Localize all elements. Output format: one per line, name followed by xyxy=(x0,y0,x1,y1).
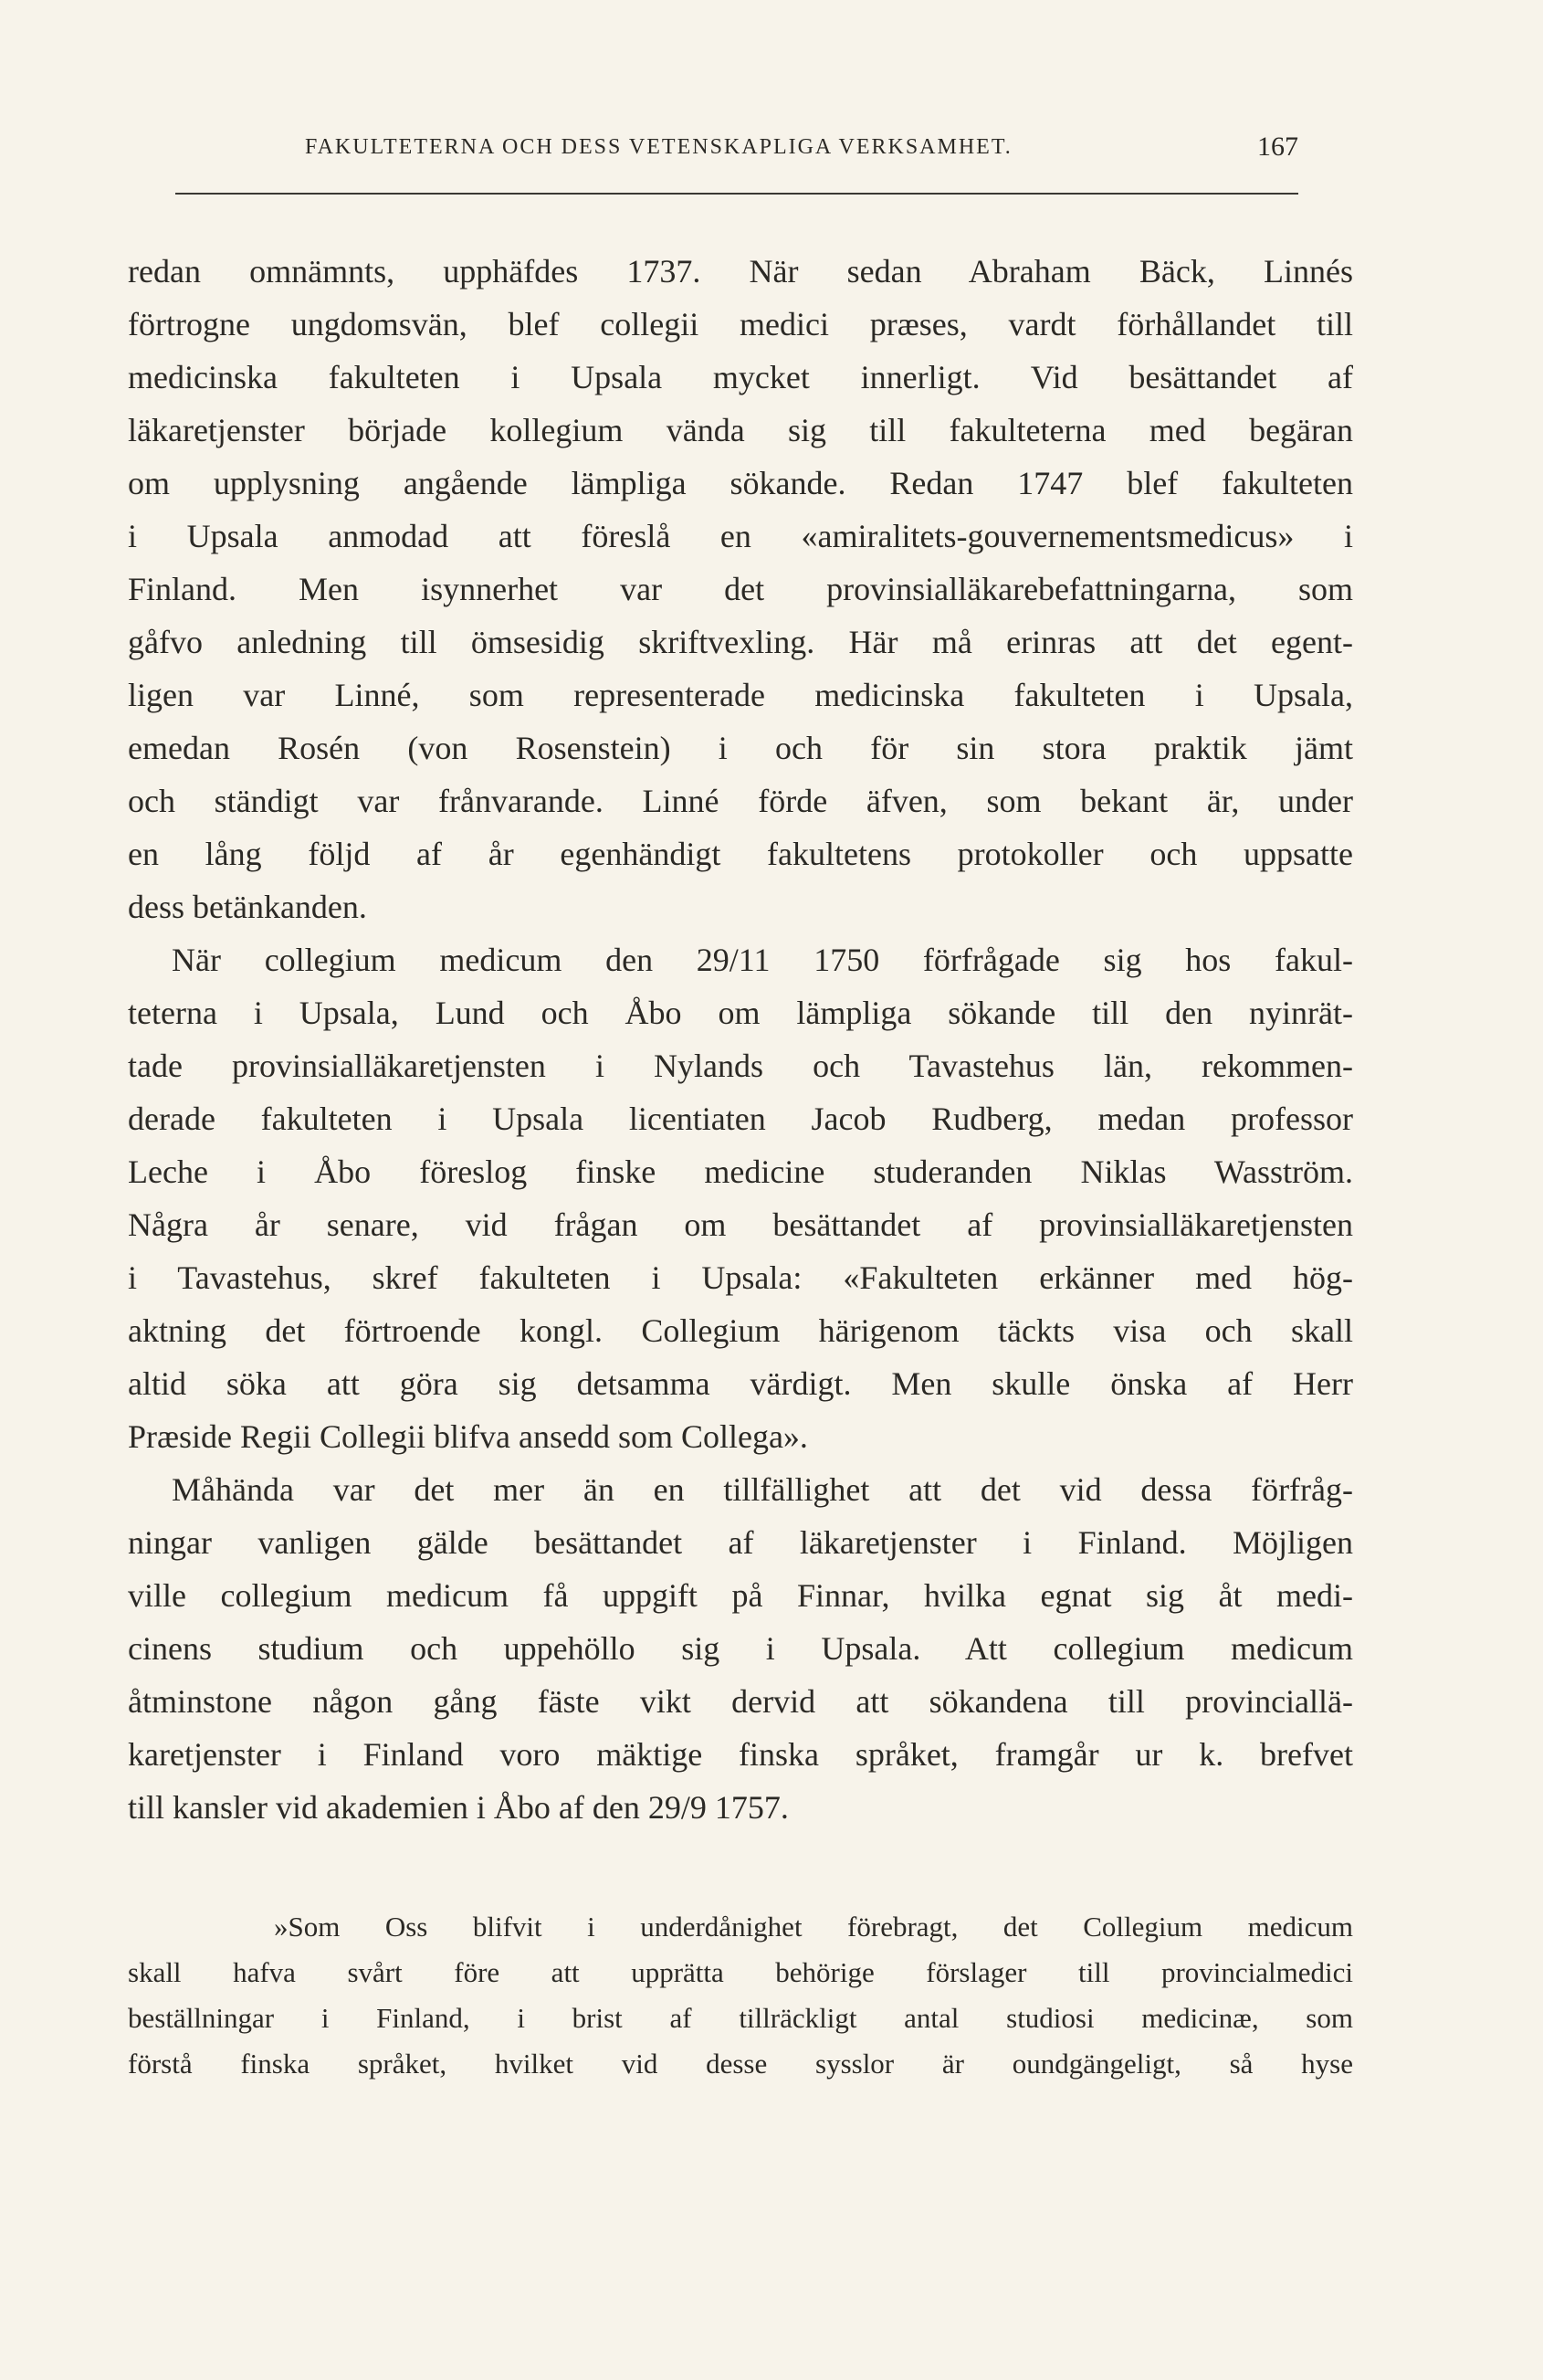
quote-line: förstå finska språket, hvilket vid desse sysslor är oundgängeligt, så hyse xyxy=(128,2048,1353,2080)
text-line: läkaretjenster började kollegium vända sig till fakulteterna med begäran xyxy=(128,412,1353,448)
text-line: Finland. Men isynnerhet var det provinsialläkarebefattningarna, som xyxy=(128,571,1353,607)
text-line: om upplysning angående lämpliga sökande. Redan 1747 blef fakulteten xyxy=(128,465,1353,501)
text-line: aktning det förtroende kongl. Collegium härigenom täckts visa och skall xyxy=(128,1312,1353,1349)
text-line: medicinska fakulteten i Upsala mycket innerligt. Vid besättandet af xyxy=(128,359,1353,395)
page-header xyxy=(175,132,1298,172)
text-line: Leche i Åbo föreslog finske medicine studeranden Niklas Wasström. xyxy=(128,1153,1353,1190)
text-line: till kansler vid akademien i Åbo af den 29/9 1757. xyxy=(128,1789,789,1826)
text-line: emedan Rosén (von Rosenstein) i och för sin stora praktik jämt xyxy=(128,730,1353,766)
text-line: När collegium medicum den 29/11 1750 förfrågade sig hos fakul- xyxy=(172,942,1353,978)
text-line: Några år senare, vid frågan om besättandet af provinsialläkaretjensten xyxy=(128,1206,1353,1243)
text-line: karetjenster i Finland voro mäktige finska språket, framgår ur k. brefvet xyxy=(128,1736,1353,1773)
text-line: i Tavastehus, skref fakulteten i Upsala: «Fakulteten erkänner med hög- xyxy=(128,1259,1353,1296)
quote-line: beställningar i Finland, i brist af tillräckligt antal studiosi medicinæ, som xyxy=(128,2002,1353,2034)
text-line: derade fakulteten i Upsala licentiaten Jacob Rudberg, medan professor xyxy=(128,1100,1353,1137)
text-line: ville collegium medicum få uppgift på Finnar, hvilka egnat sig åt medi- xyxy=(128,1577,1353,1614)
text-line: förtrogne ungdomsvän, blef collegii medici præses, vardt förhållandet till xyxy=(128,306,1353,342)
quote-line: skall hafva svårt före att upprätta behörige förslager till provincialmedici xyxy=(128,1956,1353,1988)
text-line: cinens studium och uppehöllo sig i Upsala. Att collegium medicum xyxy=(128,1630,1353,1667)
text-line: redan omnämnts, upphäfdes 1737. När sedan Abraham Bäck, Linnés xyxy=(128,253,1353,290)
text-line: tade provinsialläkaretjensten i Nylands och Tavastehus län, rekommen- xyxy=(128,1048,1353,1084)
header-rule xyxy=(175,193,1298,195)
text-line: Måhända var det mer än en tillfällighet att det vid dessa förfråg- xyxy=(172,1471,1353,1508)
body-text xyxy=(128,245,1353,1834)
text-line: och ständigt var frånvarande. Linné förde äfven, som bekant är, under xyxy=(128,783,1353,819)
quote-line: »Som Oss blifvit i underdånighet förebragt, det Collegium medicum xyxy=(274,1911,1353,1943)
page-number: 167 xyxy=(1257,132,1298,162)
running-title: FAKULTETERNA OCH DESS VETENSKAPLIGA VERKSAMHET. xyxy=(305,135,1013,159)
text-line: ligen var Linné, som representerade medicinska fakulteten i Upsala, xyxy=(128,677,1353,713)
quoted-letter xyxy=(128,1904,1353,2087)
text-line: teterna i Upsala, Lund och Åbo om lämpliga sökande till den nyinrät- xyxy=(128,995,1353,1031)
text-line: åtminstone någon gång fäste vikt dervid att sökandena till provinciallä- xyxy=(128,1683,1353,1720)
text-line: dess betänkanden. xyxy=(128,889,367,925)
text-line: Præside Regii Collegii blifva ansedd som Collega». xyxy=(128,1418,808,1455)
text-line: en lång följd af år egenhändigt fakultetens protokoller och uppsatte xyxy=(128,836,1353,872)
text-line: gåfvo anledning till ömsesidig skriftvexling. Här må erinras att det egent- xyxy=(128,624,1353,660)
text-line: ningar vanligen gälde besättandet af läkaretjenster i Finland. Möjligen xyxy=(128,1524,1353,1561)
text-line: i Upsala anmodad att föreslå en «amiralitets-gouvernementsmedicus» i xyxy=(128,518,1353,554)
text-line: altid söka att göra sig detsamma värdigt. Men skulle önska af Herr xyxy=(128,1365,1353,1402)
